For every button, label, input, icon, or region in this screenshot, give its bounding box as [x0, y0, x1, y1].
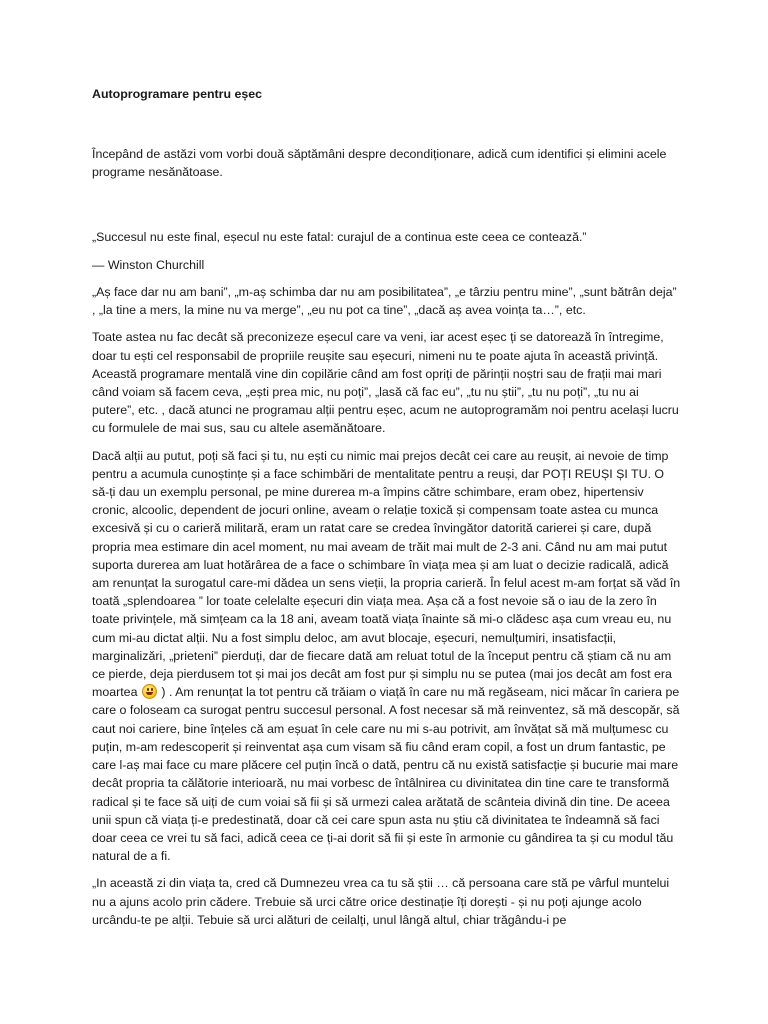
paragraph-personal-example-part1: Dacă alții au putut, poți să faci și tu, nu ești cu nimic mai prejos decât cei care au reușit, ai nevoie de timp pentru a acumula cunoștințe și a face schimbări de mentalitate pentru a reuși, dar POȚI REUȘI ȘI TU. O să-ți dau un exemplu personal, pe mine durerea m-a împins către schimbare, eram obez, hipertensiv cronic, alcoolic, dependent de jocuri online, aveam o relație toxică și compensam toate astea cu munca excesivă și cu o carieră militară, eram un ratat care se credea învingător datorită carierei și care, după propria mea estimare din acel moment, nu mai aveam de trăit mai mult de 2-3 ani. Când nu am mai putut suporta durerea am luat hotărârea de a face o schimbare în viața mea și am luat o decizie radicală, adică am renunțat la surogatul care-mi dădea un sens vieții, la propria carieră. În felul acest m-am forțat să văd în toată „splendoarea ” lor toate celelalte eșecuri din viața mea. Așa că a fost nevoie să o iau de la zero în toate privințele, mă simțeam ca la 18 ani, aveam toată viața înainte să mi-o clădesc așa cum vreau eu, nu cum mi-au dictat alții. Nu a fost simplu deloc, am avut blocaje, eșecuri, nemulțumiri, insatisfacții, marginalizări, „prieteni” pierduți, dar de fiecare dată am reluat totul de la început pentru că știam că nu am ce pierde, deja pierdusem tot și mai jos decât am fost pur și simplu nu se putea (mai jos decât am fost era moartea [92, 448, 681, 700]
paragraph-mountain-quote: „In această zi din viața ta, cred că Dumnezeu vrea ca tu să știi … că persoana care stă pe vârful muntelui nu a ajuns acolo prin cădere. Trebuie să urci către orice destinație îți dorești - și nu poți ajunge acolo urcându-te pe alții. Tebuie să urci alături de ceilalți, unul lângă altul, chiar trăgându-i pe [92, 876, 670, 927]
quote-author: — Winston Churchill [92, 257, 205, 272]
quote-text: „Succesul nu este final, eșecul nu este fatal: curajul de a continua este ceea ce contează.” [92, 229, 587, 244]
document-page [92, 80, 682, 929]
paragraph-personal-example-part2: ) . Am renunțat la tot pentru că trăiam o viață în care nu mă regăseam, nici măcar în cariera pe care o foloseam ca surogat pentru succesul personal. A fost necesar să mă reinventez, să mă descopăr, să caut noi cariere, bine înțeles că am eșuat în cele care nu mi s-au potrivit, am învățat să mă mulțumesc cu puțin, m-am redescoperit și reinventat așa cum visam să fiu când eram copil, a fost un drum fantastic, pe care l-aș mai face cu mare plăcere cel puțin încă o dată, pentru că nu există satisfacție și bucurie mai mare decât propria ta călătorie interioară, nu mai vorbesc de întâlnirea cu divinitatea din tine care te transformă radical și te face să uiți de cum voiai să fii și să urmezi calea arătată de scânteia divină din tine. De aceea unii spun că viața ți-e predestinată, doar că cei care spun asta nu știu că divinitatea te îndeamnă să faci doar ceea ce vrei tu să faci, adică ceea ce ți-ai dorit să fii și este în armonie cu gândirea ta și cu modul tău natural de a fi. [92, 685, 680, 864]
smiling-face-icon [142, 684, 157, 699]
paragraph-excuses: „Aș face dar nu am bani”, „m-aș schimba dar nu am posibilitatea”, „e târziu pentru mine”, „sunt bătrân deja” , „la tine a mers, la mine nu va merge”, „eu nu pot ca tine”, „dacă aș avea voința ta…”, etc. [92, 285, 677, 318]
document-title: Autoprogramare pentru eșec [92, 87, 263, 101]
paragraph-programming: Toate astea nu fac decât să preconizeze eșecul care va veni, iar acest eșec ți se datorează în întregime, doar tu ești cel responsabil de propriile reușite sau eșecuri, nimeni nu te poate ajuta în această privință. Această programare mentală vine din copilărie când am fost opriți de părinții noștri sau de frații mai mari când voiam să facem ceva, „ești prea mic, nu poți”, „lasă că fac eu”, „tu nu știi”, „tu nu poți”, „tu nu ai putere”, etc. , dacă atunci ne programau alții pentru eșec, acum ne autoprogramăm noi pentru același lucru cu formulele de mai sus, sau cu altele asemănătoare. [92, 330, 679, 436]
paragraph-personal-example [92, 447, 682, 866]
intro-paragraph: Începând de astăzi vom vorbi două săptămâni despre decondiționare, adică cum identifici și elimini acele programe nesănătoase. [92, 147, 667, 180]
